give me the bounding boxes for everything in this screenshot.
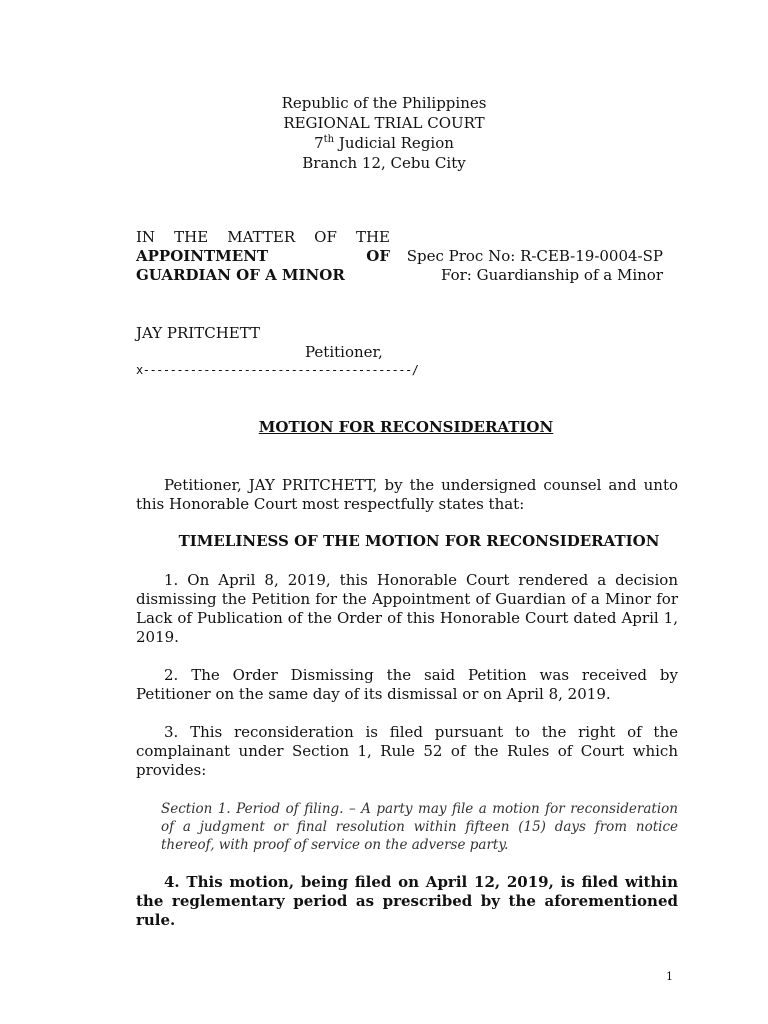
party-role: Petitioner, — [305, 343, 383, 361]
intro-paragraph: Petitioner, JAY PRITCHETT, by the undersigned counsel and unto this Honorable Court most respectfully states that: — [136, 476, 678, 513]
rule-quote: Section 1. Period of filing. – A party may file a motion for reconsideration of a judgment or final resolution within fifteen (15) days from notice thereof, with proof of service on the adverse party. — [161, 801, 678, 853]
caption-line-2: APPOINTMENT OF — [136, 247, 390, 265]
header-region-number: 7 — [314, 134, 324, 152]
caption-line-1: IN THE MATTER OF THE — [136, 228, 390, 246]
page-number: 1 — [666, 970, 673, 983]
header-region-suffix: th — [323, 134, 335, 145]
case-number: Spec Proc No: R-CEB-19-0004-SP — [406, 247, 663, 265]
party-name: JAY PRITCHETT — [136, 324, 261, 342]
header-republic: Republic of the Philippines — [281, 94, 487, 112]
caption-line-3: GUARDIAN OF A MINOR — [136, 266, 345, 284]
header-branch: Branch 12, Cebu City — [302, 154, 466, 172]
court-header — [0, 93, 768, 173]
paragraph-2: 2. The Order Dismissing the said Petition was received by Petitioner on the same day of its dismissal or on April 8, 2019. — [136, 666, 678, 703]
paragraph-4: 4. This motion, being filed on April 12, 2019, is filed within the reglementary period as prescribed by the aforementioned rule. — [136, 873, 678, 929]
caption-separator: x----------------------------------------/ — [136, 363, 419, 377]
case-details — [390, 247, 663, 285]
paragraph-1: 1. On April 8, 2019, this Honorable Court rendered a decision dismissing the Petition for the Appointment of Guardian of a Minor for Lack of Publication of the Order of this Honorable Court dated April 1, 2019. — [136, 571, 678, 646]
case-caption — [136, 228, 390, 285]
header-region — [0, 133, 768, 153]
document-title: MOTION FOR RECONSIDERATION — [258, 418, 554, 436]
case-type: For: Guardianship of a Minor — [441, 266, 663, 284]
header-region-text: Judicial Region — [334, 134, 454, 152]
section-heading: TIMELINESS OF THE MOTION FOR RECONSIDERATION — [178, 532, 660, 550]
paragraph-3: 3. This reconsideration is filed pursuant to the right of the complainant under Section 1, Rule 52 of the Rules of Court which provides: — [136, 723, 678, 779]
header-court: REGIONAL TRIAL COURT — [283, 114, 485, 132]
